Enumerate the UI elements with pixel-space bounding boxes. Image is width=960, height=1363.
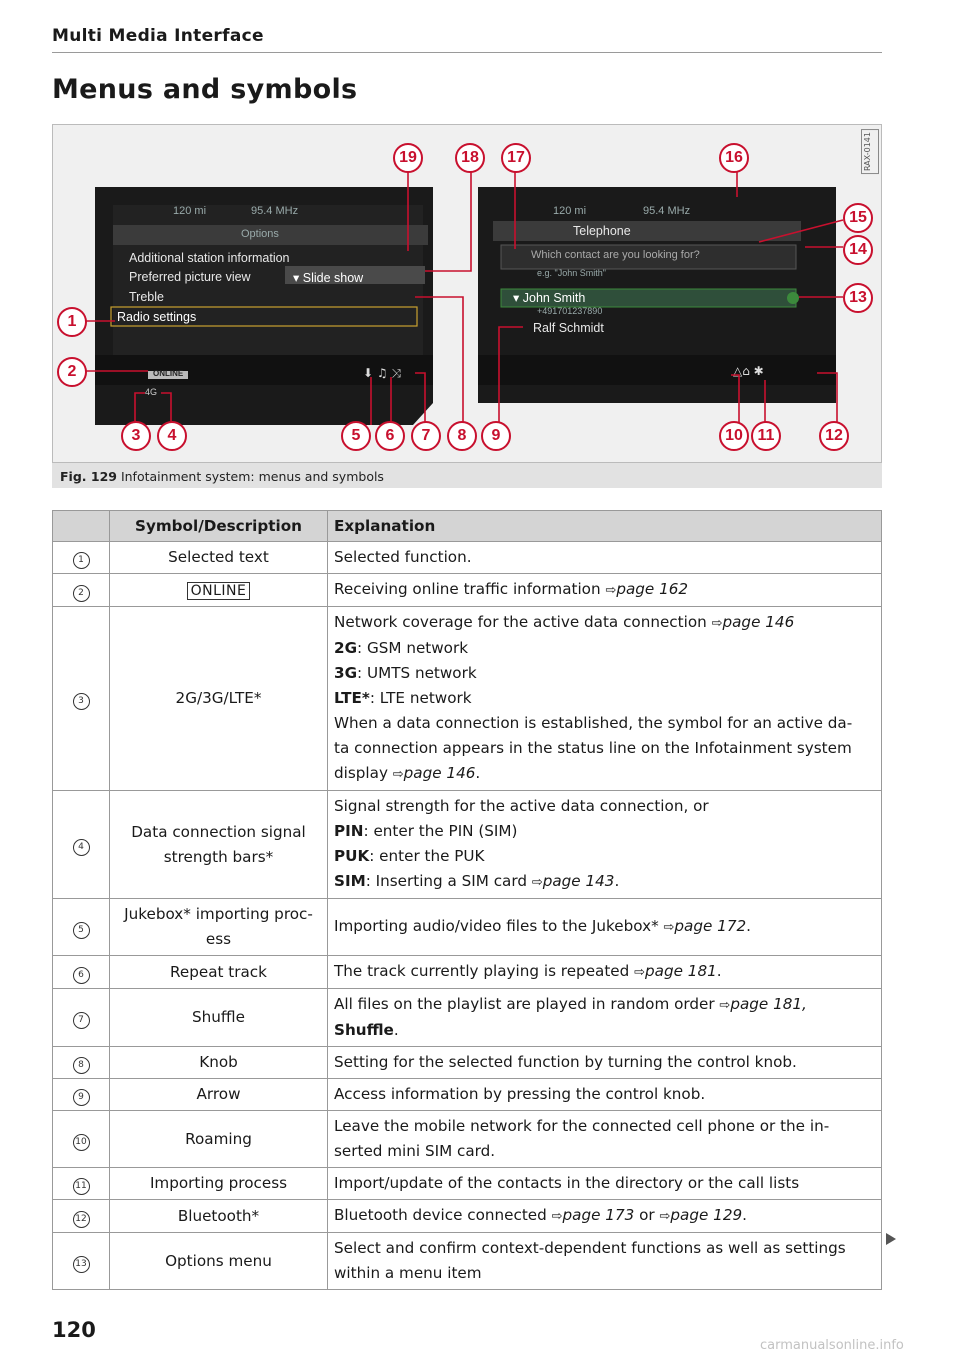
row-number: 2 bbox=[73, 585, 90, 602]
callout-14: 14 bbox=[843, 235, 873, 265]
callout-19: 19 bbox=[393, 143, 423, 173]
left-item-additional-info: Additional station information bbox=[129, 251, 290, 265]
page-ref[interactable]: page 162 bbox=[616, 580, 689, 598]
callout-2: 2 bbox=[57, 357, 87, 387]
figure-id-tag: RAX-0141 bbox=[861, 129, 879, 174]
callout-4: 4 bbox=[157, 421, 187, 451]
continue-arrow-icon bbox=[886, 1233, 896, 1245]
row-explanation: Importing audio/video files to the Jukebox* ⇨page 172. bbox=[328, 899, 882, 956]
table-row bbox=[53, 1079, 882, 1111]
table-row bbox=[53, 1233, 882, 1290]
row-explanation: Network coverage for the active data connection ⇨page 146 2G: GSM network 3G: UMTS network LTE*: LTE network When a data connection is established, the symbol for an active da- ta connection appears in the status line on the Infotainment system display ⇨page 146. bbox=[328, 607, 882, 791]
callout-11: 11 bbox=[751, 421, 781, 451]
table-row bbox=[53, 542, 882, 574]
page-ref[interactable]: page 146 bbox=[722, 613, 795, 631]
callout-17: 17 bbox=[501, 143, 531, 173]
left-item-radio-settings: Radio settings bbox=[117, 310, 197, 324]
row-symbol: Data connection signal strength bars* bbox=[110, 791, 328, 899]
callout-18: 18 bbox=[455, 143, 485, 173]
svg-text:△⌂ ✱: △⌂ ✱ bbox=[733, 364, 764, 378]
row-explanation: Setting for the selected function by turning the control knob. bbox=[328, 1047, 882, 1079]
table-row bbox=[53, 989, 882, 1047]
table-row bbox=[53, 607, 882, 791]
caption-text: Infotainment system: menus and symbols bbox=[120, 469, 384, 484]
row-symbol: Roaming bbox=[110, 1111, 328, 1168]
row-symbol: Importing process bbox=[110, 1168, 328, 1200]
row-symbol: Selected text bbox=[110, 542, 328, 574]
left-item-treble: Treble bbox=[129, 290, 164, 304]
row-number: 6 bbox=[73, 967, 90, 984]
row-number: 3 bbox=[73, 693, 90, 710]
callout-10: 10 bbox=[719, 421, 749, 451]
section-header: Multi Media Interface bbox=[52, 26, 264, 46]
callout-5: 5 bbox=[341, 421, 371, 451]
table-row bbox=[53, 956, 882, 989]
page-ref[interactable]: page 143 bbox=[542, 872, 615, 890]
callout-3: 3 bbox=[121, 421, 151, 451]
left-status-freq: 95.4 MHz bbox=[251, 205, 299, 217]
contact-search-prompt: Which contact are you looking for? bbox=[531, 249, 700, 261]
right-telephone-bar bbox=[493, 221, 801, 241]
network-4g-icon: 4G bbox=[145, 387, 158, 397]
contact-john-smith: ▾ John Smith bbox=[513, 291, 586, 305]
row-number: 8 bbox=[73, 1057, 90, 1074]
table-row bbox=[53, 899, 882, 956]
contact-ralf-schmidt: Ralf Schmidt bbox=[533, 321, 604, 335]
table-row bbox=[53, 1200, 882, 1233]
page-ref[interactable]: page 172 bbox=[674, 917, 747, 935]
row-explanation: Access information by pressing the control knob. bbox=[328, 1079, 882, 1111]
online-symbol: ONLINE bbox=[187, 582, 251, 600]
options-knob-indicator bbox=[787, 292, 799, 304]
left-options-title: Options bbox=[241, 228, 279, 240]
left-item-picture-view: Preferred picture view bbox=[129, 270, 251, 284]
table-row bbox=[53, 1111, 882, 1168]
row-explanation: Selected function. bbox=[328, 542, 882, 574]
header-explanation: Explanation bbox=[328, 511, 882, 542]
row-explanation: Import/update of the contacts in the directory or the call lists bbox=[328, 1168, 882, 1200]
page-number: 120 bbox=[52, 1318, 96, 1342]
right-status-range: 120 mi bbox=[553, 205, 587, 217]
callout-15: 15 bbox=[843, 203, 873, 233]
page-ref[interactable]: page 129 bbox=[670, 1206, 743, 1224]
row-symbol: Options menu bbox=[110, 1233, 328, 1290]
callout-12: 12 bbox=[819, 421, 849, 451]
row-explanation: The track currently playing is repeated ⇨page 181. bbox=[328, 956, 882, 989]
svg-text:⬇ ♫ ⤨: ⬇ ♫ ⤨ bbox=[363, 366, 402, 380]
row-symbol: Knob bbox=[110, 1047, 328, 1079]
row-symbol: Jukebox* importing proc- ess bbox=[110, 899, 328, 956]
table-header-row bbox=[53, 511, 882, 542]
page-ref[interactable]: page 181 bbox=[645, 962, 717, 980]
callout-6: 6 bbox=[375, 421, 405, 451]
header-rule bbox=[52, 52, 882, 53]
row-symbol: Arrow bbox=[110, 1079, 328, 1111]
callout-13: 13 bbox=[843, 283, 873, 313]
row-explanation: Signal strength for the active data connection, or PIN: enter the PIN (SIM) PUK: enter the PUK SIM: Inserting a SIM card ⇨page 143. bbox=[328, 791, 882, 899]
row-symbol: 2G/3G/LTE* bbox=[110, 607, 328, 791]
online-badge-text: ONLINE bbox=[153, 369, 184, 378]
row-number: 5 bbox=[73, 922, 90, 939]
header-symbol: Symbol/Description bbox=[110, 511, 328, 542]
row-number: 7 bbox=[73, 1012, 90, 1029]
caption-label: Fig. 129 bbox=[60, 469, 117, 484]
callout-9: 9 bbox=[481, 421, 511, 451]
figure-caption bbox=[60, 469, 384, 484]
row-number: 4 bbox=[73, 839, 90, 856]
row-number: 11 bbox=[73, 1178, 90, 1195]
watermark: carmanualsonline.info bbox=[760, 1338, 904, 1353]
callout-16: 16 bbox=[719, 143, 749, 173]
left-status-range: 120 mi bbox=[173, 205, 207, 217]
row-explanation: Select and confirm context-dependent functions as well as settings within a menu item bbox=[328, 1233, 882, 1290]
callout-7: 7 bbox=[411, 421, 441, 451]
page-ref[interactable]: page 181, bbox=[730, 995, 807, 1013]
row-number: 1 bbox=[73, 552, 90, 569]
page-ref[interactable]: page 146 bbox=[403, 764, 476, 782]
table-row bbox=[53, 1047, 882, 1079]
row-symbol: Bluetooth* bbox=[110, 1200, 328, 1233]
row-number: 10 bbox=[73, 1134, 90, 1151]
row-number: 9 bbox=[73, 1089, 90, 1106]
page-title: Menus and symbols bbox=[52, 74, 358, 105]
contact-search-hint: e.g. "John Smith" bbox=[537, 268, 606, 278]
row-explanation: Receiving online traffic information ⇨page 162 bbox=[328, 574, 882, 607]
figure-screens bbox=[53, 125, 883, 464]
row-number: 12 bbox=[73, 1211, 90, 1228]
right-status-freq: 95.4 MHz bbox=[643, 205, 691, 217]
page-ref[interactable]: page 173 bbox=[562, 1206, 635, 1224]
figure-129 bbox=[52, 124, 882, 463]
row-symbol: Shuffle bbox=[110, 989, 328, 1047]
right-status-bar bbox=[478, 355, 836, 385]
symbols-table bbox=[52, 510, 882, 1290]
table-row bbox=[53, 574, 882, 607]
row-explanation: Bluetooth device connected ⇨page 173 or ⇨page 129. bbox=[328, 1200, 882, 1233]
row-number: 13 bbox=[73, 1256, 90, 1273]
right-telephone-title: Telephone bbox=[573, 224, 631, 238]
row-explanation: Leave the mobile network for the connected cell phone or the in- serted mini SIM card. bbox=[328, 1111, 882, 1168]
left-slide-show-value: ▾ Slide show bbox=[293, 271, 364, 285]
contact-john-smith-number: +491701237890 bbox=[537, 306, 603, 316]
table-row bbox=[53, 791, 882, 899]
callout-1: 1 bbox=[57, 307, 87, 337]
row-explanation: All files on the playlist are played in random order ⇨page 181, Shuffle. bbox=[328, 989, 882, 1047]
header-number bbox=[53, 511, 110, 542]
callout-8: 8 bbox=[447, 421, 477, 451]
table-row bbox=[53, 1168, 882, 1200]
row-symbol: Repeat track bbox=[110, 956, 328, 989]
